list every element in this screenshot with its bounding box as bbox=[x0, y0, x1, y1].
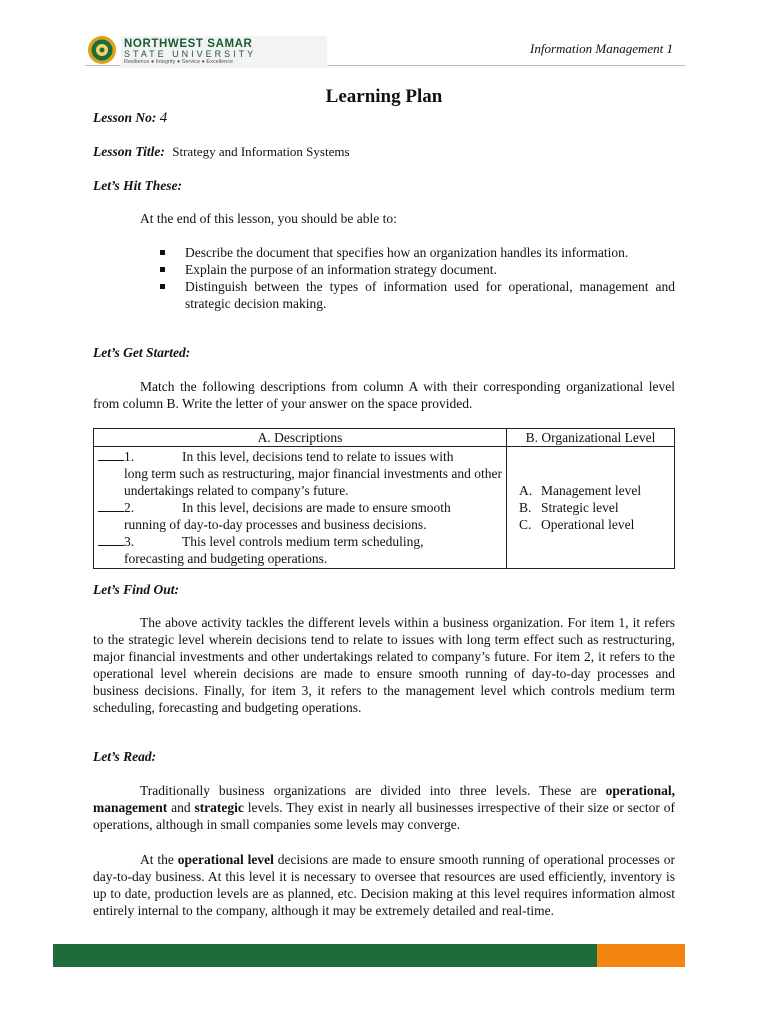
bullet-icon bbox=[160, 284, 165, 289]
table-header-row bbox=[94, 429, 675, 447]
section-heading-get-started: Let’s Get Started: bbox=[93, 345, 191, 360]
column-a-header: A. Descriptions bbox=[94, 429, 507, 447]
read-paragraph-1: Traditionally business organizations are divided into three levels. These are operational, management and strategic levels. They exist in nearly all businesses irrespective of their size or sector of operations, although in small companies some levels may converge. bbox=[93, 783, 675, 832]
level-options bbox=[519, 482, 670, 533]
university-name: NORTHWEST SAMAR bbox=[124, 38, 253, 50]
description-item: 3. This level controls medium term scheduling, bbox=[98, 533, 502, 550]
lesson-title-value: Strategy and Information Systems bbox=[172, 144, 350, 159]
bullet-icon bbox=[160, 267, 165, 272]
page-title: Learning Plan bbox=[325, 86, 443, 107]
section-heading-find-out: Let’s Find Out: bbox=[93, 582, 180, 597]
matching-table bbox=[93, 428, 675, 569]
column-b-header: B. Organizational Level bbox=[507, 429, 675, 447]
table-row bbox=[94, 447, 675, 569]
levels-cell bbox=[507, 447, 675, 569]
descriptions-cell bbox=[94, 447, 507, 569]
find-out-paragraph: The above activity tackles the different levels within a business organization. For item 1, it refers to the strategic level wherein decisions tend to relate to issues with long term effect such as restructuring, major financial investments and other undertakings related to company’s future. For item 2, it refers to the operational level wherein decisions are made to ensure smooth running of day-to-day processes and business decisions. Finally, for item 3, it refers to the management level which controls medium term scheduling, forecasting and budgeting operations. bbox=[93, 615, 675, 715]
university-motto: Resilience ● Integrity ● Service ● Excellence bbox=[124, 59, 234, 65]
section-heading-hit-these: Let’s Hit These: bbox=[93, 178, 182, 193]
objectives-intro: At the end of this lesson, you should be able to: bbox=[140, 211, 397, 226]
lesson-number-label: Lesson No: bbox=[93, 110, 157, 125]
footer-bar bbox=[53, 944, 685, 967]
lesson-title-label: Lesson Title: bbox=[93, 144, 165, 159]
description-continuation: forecasting and budgeting operations. bbox=[124, 551, 328, 566]
list-item: B. Strategic level bbox=[519, 500, 619, 515]
course-name: Information Management 1 bbox=[530, 41, 673, 56]
list-item: Explain the purpose of an information strategy document. bbox=[140, 261, 675, 278]
matching-instruction: Match the following descriptions from column A with their corresponding organizational level from column B. Write the letter of your answer on the space provided. bbox=[93, 379, 675, 411]
description-continuation: long term such as restructuring, major financial investments and other undertakings related to company’s future. bbox=[124, 466, 502, 498]
answer-blank[interactable] bbox=[98, 499, 124, 512]
description-item: 2. In this level, decisions are made to ensure smooth bbox=[98, 499, 502, 516]
footer-accent bbox=[597, 944, 685, 967]
lesson-number bbox=[93, 110, 167, 127]
list-item: C. Operational level bbox=[519, 517, 635, 532]
read-paragraph-2: At the operational level decisions are made to ensure smooth running of operational processes or day-to-day business. At this level it is necessary to oversee that resources are used efficiently, inventory is up to date, production levels are as planned, etc. Decision making at this level requires information almost entirely internal to the company, although it may be extremely detailed and real-time. bbox=[93, 852, 676, 918]
answer-blank[interactable] bbox=[98, 533, 124, 546]
list-item: A. Management level bbox=[519, 483, 642, 498]
list-item: Distinguish between the types of information used for operational, management and strategic decision making. bbox=[140, 278, 675, 312]
list-item: Describe the document that specifies how an organization handles its information. bbox=[140, 244, 675, 261]
university-subtitle: STATE UNIVERSITY bbox=[124, 49, 257, 59]
lesson-title bbox=[93, 144, 350, 160]
bullet-icon bbox=[160, 250, 165, 255]
university-seal-icon bbox=[87, 35, 117, 65]
description-item: 1. In this level, decisions tend to relate to issues with bbox=[98, 448, 502, 465]
description-continuation: running of day-to-day processes and business decisions. bbox=[124, 517, 427, 532]
answer-blank[interactable] bbox=[98, 448, 124, 461]
lesson-number-value: 4 bbox=[159, 110, 168, 126]
objectives-list bbox=[140, 244, 675, 312]
university-logo bbox=[121, 36, 327, 68]
section-heading-read: Let’s Read: bbox=[93, 749, 157, 764]
page-header bbox=[85, 35, 685, 66]
